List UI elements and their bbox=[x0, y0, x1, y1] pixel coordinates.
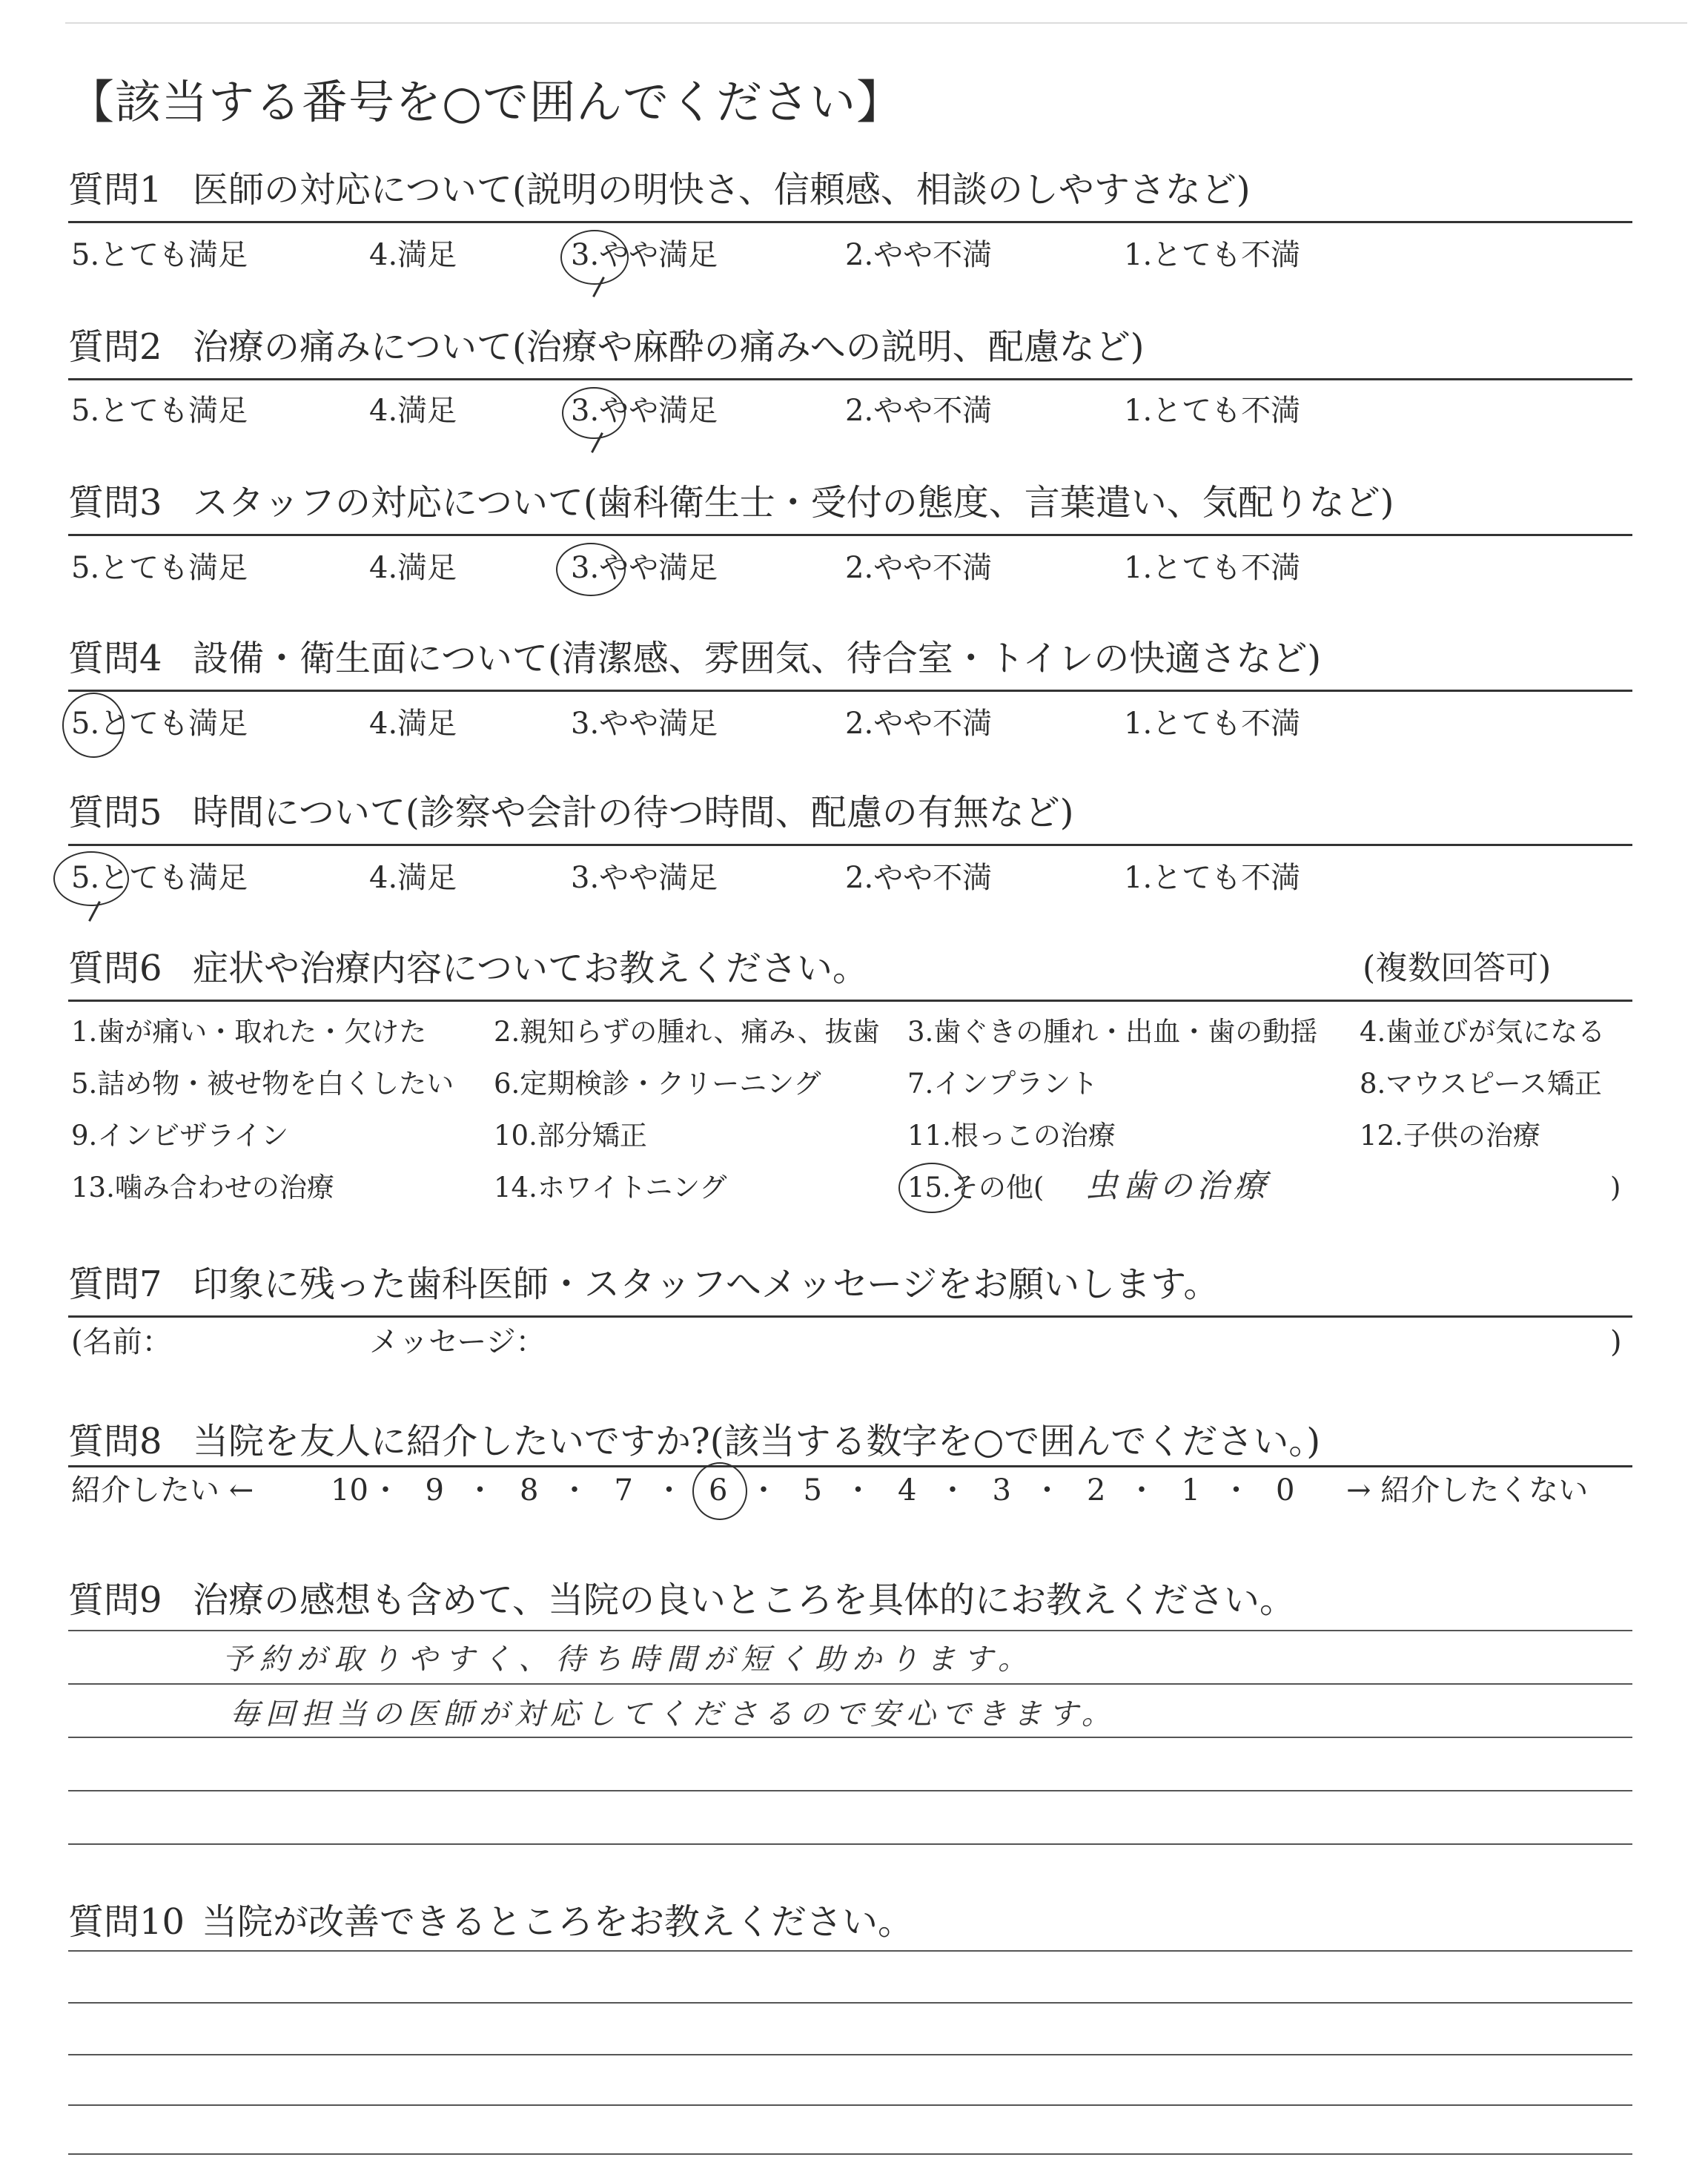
recommend-value-5[interactable]: 5 bbox=[803, 1473, 822, 1507]
question-8-text: 当院を友人に紹介したいですか?(該当する数字を○で囲んでください。) bbox=[193, 1421, 1321, 1462]
question-7-number: 質問7 bbox=[68, 1264, 162, 1305]
handwritten-circle bbox=[692, 1462, 747, 1520]
scan-top-edge bbox=[65, 22, 1687, 24]
q9-writing-line bbox=[68, 1790, 1632, 1791]
q6-item-8[interactable]: 8.マウスピース矯正 bbox=[1360, 1068, 1602, 1100]
question-3-number: 質問3 bbox=[68, 482, 162, 524]
q6-item-5[interactable]: 5.詰め物・被せ物を白くしたい bbox=[71, 1068, 454, 1100]
question-5-title bbox=[68, 789, 1074, 836]
question-3-text: スタッフの対応について(歯科衛生士・受付の態度、言葉遣い、気配りなど) bbox=[193, 482, 1394, 524]
q1-option-2[interactable]: 2.やや不満 bbox=[845, 238, 993, 272]
question-10-text: 当院が改善できるところをお教えください。 bbox=[202, 1901, 914, 1943]
q5-option-1[interactable]: 1.とても不満 bbox=[1124, 861, 1301, 895]
q6-other-close-paren: ) bbox=[1610, 1172, 1621, 1203]
scale-separator-dot: ・ bbox=[560, 1473, 589, 1507]
q9-writing-line bbox=[68, 1843, 1632, 1845]
question-10-title bbox=[68, 1898, 913, 1946]
question-10-number: 質問10 bbox=[68, 1901, 185, 1943]
q3-option-1[interactable]: 1.とても不満 bbox=[1124, 551, 1301, 585]
question-4-text: 設備・衛生面について(清潔感、雰囲気、待合室・トイレの快適さなど) bbox=[193, 638, 1322, 679]
handwritten-circle bbox=[53, 851, 129, 906]
recommend-value-9[interactable]: 9 bbox=[425, 1473, 444, 1507]
question-5-text: 時間について(診察や会計の待つ時間、配慮の有無など) bbox=[193, 792, 1074, 833]
question-4-rule bbox=[68, 690, 1632, 692]
question-8-title bbox=[68, 1418, 1320, 1465]
q6-item-3[interactable]: 3.歯ぐきの腫れ・出血・歯の動揺 bbox=[907, 1016, 1318, 1048]
q7-close-paren: ) bbox=[1610, 1325, 1622, 1359]
q10-writing-line bbox=[68, 1950, 1632, 1952]
recommend-value-1[interactable]: 1 bbox=[1181, 1473, 1200, 1507]
q5-option-3[interactable]: 3.やや満足 bbox=[571, 861, 718, 895]
multiple-answers-note: (複数回答可) bbox=[1363, 949, 1552, 987]
q4-option-2[interactable]: 2.やや不満 bbox=[845, 707, 993, 741]
recommend-value-4[interactable]: 4 bbox=[898, 1473, 917, 1507]
question-1-text: 医師の対応について(説明の明快さ、信頼感、相談のしやすさなど) bbox=[193, 169, 1251, 211]
q6-other-handwritten-answer: 虫歯の治療 bbox=[1085, 1167, 1271, 1205]
recommend-value-3[interactable]: 3 bbox=[992, 1473, 1011, 1507]
q1-option-3-label: 3.やや満足 bbox=[571, 238, 718, 272]
question-2-rule bbox=[68, 378, 1632, 380]
q1-option-5[interactable]: 5.とても満足 bbox=[71, 238, 248, 272]
question-2-text: 治療の痛みについて(治療や麻酔の痛みへの説明、配慮など) bbox=[193, 326, 1145, 368]
q2-option-3[interactable] bbox=[571, 392, 718, 430]
q1-option-1[interactable]: 1.とても不満 bbox=[1124, 238, 1301, 272]
recommend-value-0[interactable]: 0 bbox=[1276, 1473, 1295, 1507]
q9-writing-line bbox=[68, 1737, 1632, 1738]
q5-option-2[interactable]: 2.やや不満 bbox=[845, 861, 993, 895]
handwritten-circle bbox=[556, 543, 626, 596]
question-6-title bbox=[68, 945, 868, 992]
question-1-number: 質問1 bbox=[68, 169, 162, 211]
scale-separator-dot: ・ bbox=[1221, 1473, 1251, 1507]
q7-name-label: (名前： bbox=[71, 1325, 172, 1359]
q6-item-2[interactable]: 2.親知らずの腫れ、痛み、抜歯 bbox=[494, 1016, 880, 1048]
q7-message-label: メッセージ： bbox=[369, 1325, 546, 1359]
q3-option-5[interactable]: 5.とても満足 bbox=[71, 551, 248, 585]
recommend-value-6[interactable]: 6 bbox=[709, 1473, 728, 1507]
q4-option-5[interactable] bbox=[71, 704, 248, 743]
q6-item-12[interactable]: 12.子供の治療 bbox=[1360, 1120, 1540, 1152]
q5-option-5[interactable] bbox=[71, 859, 248, 897]
q3-option-4[interactable]: 4.満足 bbox=[369, 551, 457, 585]
q9-handwritten-line-2: 毎回担当の医師が対応してくださるので安心できます。 bbox=[230, 1697, 1117, 1731]
q4-option-1[interactable]: 1.とても不満 bbox=[1124, 707, 1301, 741]
q3-option-3[interactable] bbox=[571, 549, 718, 587]
question-3-rule bbox=[68, 534, 1632, 536]
q6-item-15-label: 15.その他( bbox=[907, 1172, 1045, 1203]
question-1-title bbox=[68, 166, 1251, 214]
question-7-rule bbox=[68, 1315, 1632, 1318]
q10-writing-line bbox=[68, 2104, 1632, 2106]
q6-item-10[interactable]: 10.部分矯正 bbox=[494, 1120, 647, 1152]
question-7-title bbox=[68, 1261, 1219, 1308]
scale-separator-dot: ・ bbox=[1032, 1473, 1062, 1507]
question-4-number: 質問4 bbox=[68, 638, 162, 679]
q1-option-3[interactable] bbox=[571, 236, 718, 274]
scale-separator-dot: ・ bbox=[1127, 1473, 1156, 1507]
question-6-text: 症状や治療内容についてお教えください。 bbox=[193, 948, 869, 989]
q5-option-5-label: 5.とても満足 bbox=[71, 861, 248, 895]
scale-separator-dot: ・ bbox=[749, 1473, 778, 1507]
q6-item-1[interactable]: 1.歯が痛い・取れた・欠けた bbox=[71, 1016, 427, 1048]
question-9-title bbox=[68, 1576, 1295, 1624]
recommend-value-2[interactable]: 2 bbox=[1087, 1473, 1106, 1507]
handwritten-circle bbox=[898, 1163, 965, 1213]
question-9-number: 質問9 bbox=[68, 1579, 162, 1621]
q5-option-4[interactable]: 4.満足 bbox=[369, 861, 457, 895]
scale-separator-dot: ・ bbox=[371, 1473, 400, 1507]
question-3-title bbox=[68, 479, 1394, 526]
q6-item-15[interactable] bbox=[907, 1170, 1044, 1206]
recommend-value-7[interactable]: 7 bbox=[614, 1473, 633, 1507]
question-8-rule bbox=[68, 1465, 1632, 1467]
question-6-rule bbox=[68, 1000, 1632, 1002]
q2-option-1[interactable]: 1.とても不満 bbox=[1124, 394, 1301, 428]
q2-option-5[interactable]: 5.とても満足 bbox=[71, 394, 248, 428]
question-2-number: 質問2 bbox=[68, 326, 162, 368]
handwritten-circle bbox=[560, 230, 629, 285]
q4-option-4[interactable]: 4.満足 bbox=[369, 707, 457, 741]
question-9-text: 治療の感想も含めて、当院の良いところを具体的にお教えください。 bbox=[193, 1579, 1296, 1621]
scale-separator-dot: ・ bbox=[938, 1473, 967, 1507]
question-8-number: 質問8 bbox=[68, 1421, 162, 1462]
q9-writing-line bbox=[68, 1630, 1632, 1631]
q4-option-3[interactable]: 3.やや満足 bbox=[571, 707, 718, 741]
question-6-number: 質問6 bbox=[68, 948, 162, 989]
question-4-title bbox=[68, 635, 1321, 682]
form-heading: 【該当する番号を○で囲んでください】 bbox=[68, 75, 904, 129]
recommend-left-label: 紹介したい ← bbox=[71, 1473, 254, 1507]
question-1-rule bbox=[68, 221, 1632, 223]
q2-option-3-label: 3.やや満足 bbox=[571, 394, 718, 428]
q6-item-14[interactable]: 14.ホワイトニング bbox=[494, 1172, 727, 1203]
q6-item-6[interactable]: 6.定期検診・クリーニング bbox=[494, 1068, 821, 1100]
question-5-number: 質問5 bbox=[68, 792, 162, 833]
q6-item-7[interactable]: 7.インプラント bbox=[907, 1068, 1099, 1100]
scale-separator-dot: ・ bbox=[843, 1473, 873, 1507]
q3-option-2[interactable]: 2.やや不満 bbox=[845, 551, 993, 585]
recommend-value-10[interactable]: 10 bbox=[331, 1473, 368, 1507]
q10-writing-line bbox=[68, 2153, 1632, 2155]
scale-separator-dot: ・ bbox=[654, 1473, 684, 1507]
q9-handwritten-line-1: 予約が取りやすく、待ち時間が短く助かります。 bbox=[222, 1642, 1035, 1677]
scale-separator-dot: ・ bbox=[465, 1473, 495, 1507]
q3-option-3-label: 3.やや満足 bbox=[571, 551, 718, 585]
q2-option-2[interactable]: 2.やや不満 bbox=[845, 394, 993, 428]
handwritten-circle bbox=[562, 387, 626, 439]
q10-writing-line bbox=[68, 2002, 1632, 2004]
q6-item-9[interactable]: 9.インビザライン bbox=[71, 1120, 289, 1152]
q2-option-4[interactable]: 4.満足 bbox=[369, 394, 457, 428]
recommend-right-label: → 紹介したくない bbox=[1346, 1473, 1589, 1507]
q6-item-13[interactable]: 13.噛み合わせの治療 bbox=[71, 1172, 334, 1203]
recommend-value-8[interactable]: 8 bbox=[520, 1473, 539, 1507]
question-5-rule bbox=[68, 844, 1632, 846]
q1-option-4[interactable]: 4.満足 bbox=[369, 238, 457, 272]
q6-item-11[interactable]: 11.根っこの治療 bbox=[907, 1120, 1116, 1152]
question-2-title bbox=[68, 323, 1145, 371]
handwritten-circle bbox=[62, 693, 125, 758]
q9-writing-line bbox=[68, 1683, 1632, 1685]
q4-option-5-label: 5.とても満足 bbox=[71, 707, 248, 741]
question-7-text: 印象に残った歯科医師・スタッフへメッセージをお願いします。 bbox=[193, 1264, 1219, 1305]
q10-writing-line bbox=[68, 2054, 1632, 2055]
q6-item-4[interactable]: 4.歯並びが気になる bbox=[1360, 1016, 1606, 1048]
